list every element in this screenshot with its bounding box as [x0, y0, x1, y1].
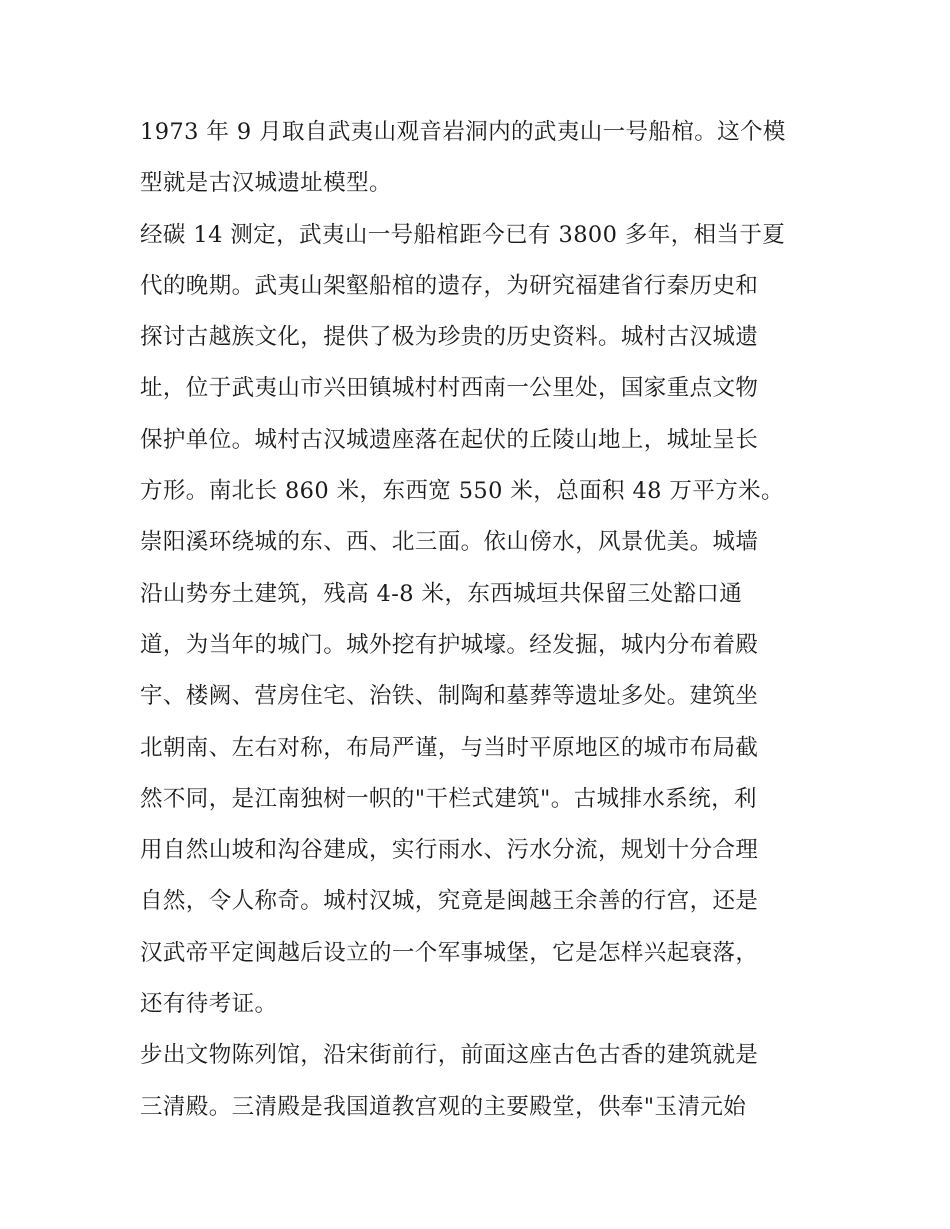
- text-line: 保护单位。城村古汉城遗座落在起伏的丘陵山地上，城址呈长: [140, 426, 759, 453]
- text-line: 沿山势夯土建筑，残高 4-8 米，东西城垣共保留三处豁口通: [140, 580, 743, 607]
- text-line: 用自然山坡和沟谷建成，实行雨水、污水分流，规划十分合理: [140, 837, 759, 864]
- text-line: 代的晚期。武夷山架壑船棺的遗存，为研究福建省行秦历史和: [140, 272, 759, 299]
- text-line: 崇阳溪环绕城的东、西、北三面。依山傍水，风景优美。城墙: [140, 529, 759, 556]
- body-text: [140, 107, 820, 1133]
- text-line: 道，为当年的城门。城外挖有护城壕。经发掘，城内分布着殿: [140, 631, 759, 658]
- text-line: 汉武帝平定闽越后设立的一个军事城堡，它是怎样兴起衰落，: [140, 939, 759, 966]
- text-line: 经碳 14 测定，武夷山一号船棺距今已有 3800 多年，相当于夏: [140, 221, 786, 248]
- text-line: 自然，令人称奇。城村汉城，究竟是闽越王余善的行宫，还是: [140, 888, 759, 915]
- text-line: 1973 年 9 月取自武夷山观音岩洞内的武夷山一号船棺。这个模: [140, 119, 786, 145]
- text-line: 址，位于武夷山市兴田镇城村村西南一公里处，国家重点文物: [140, 375, 759, 402]
- text-line: 型就是古汉城遗址模型。: [140, 170, 392, 197]
- text-line: 北朝南、左右对称，布局严谨，与当时平原地区的城市布局截: [140, 734, 759, 761]
- text-line: 步出文物陈列馆，沿宋街前行，前面这座古色古香的建筑就是: [140, 1042, 759, 1069]
- text-line: 方形。南北长 860 米，东西宽 550 米，总面积 48 万平方米。: [140, 478, 784, 505]
- text-line: 还有待考证。: [140, 991, 278, 1018]
- text-line: 探讨古越族文化，提供了极为珍贵的历史资料。城村古汉城遗: [140, 324, 759, 351]
- text-line: 然不同，是江南独树一帜的"干栏式建筑"。古城排水系统，利: [140, 785, 757, 812]
- text-line: 宇、楼阙、营房住宅、治铁、制陶和墓葬等遗址多处。建筑坐: [140, 683, 759, 710]
- text-line: 三清殿。三清殿是我国道教宫观的主要殿堂，供奉"玉清元始: [140, 1093, 747, 1120]
